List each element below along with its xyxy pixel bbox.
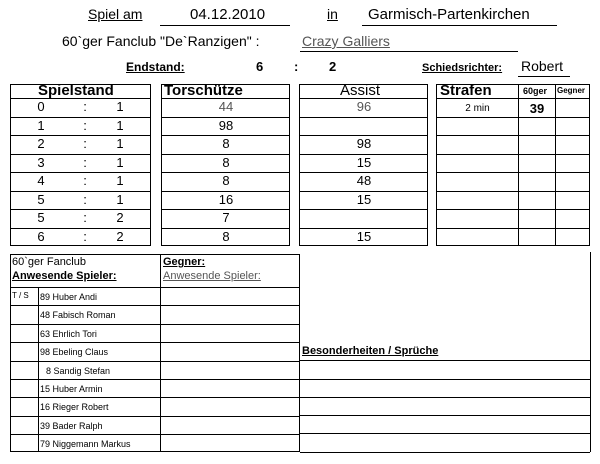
home-players-title: 60`ger Fanclub (12, 256, 86, 268)
goal-scorer-number: 44 (218, 99, 234, 114)
goal-scorer-number: 16 (218, 192, 234, 207)
sechziger-col-divider (555, 84, 556, 246)
goal-home-score: 4 (37, 173, 45, 188)
player-name: 16 Rieger Robert (40, 402, 109, 412)
ts-divider (38, 287, 39, 452)
goal-away-score: 2 (116, 229, 124, 244)
away-players-subtitle: Anwesende Spieler: (163, 270, 261, 282)
match-date: 04.12.2010 (190, 6, 266, 23)
strafen-row-line (436, 209, 590, 210)
spiel-am-label: Spiel am (88, 6, 143, 22)
strafen-row-line (436, 191, 590, 192)
goal-score-colon: : (83, 192, 87, 207)
goal-score-colon: : (83, 173, 87, 188)
goal-away-score: 2 (116, 210, 124, 225)
strafen-row-line (436, 154, 590, 155)
goal-scorer-number: 8 (222, 136, 230, 151)
goal-score-colon: : (83, 99, 87, 114)
strafen-row-line (436, 135, 590, 136)
goal-home-score: 1 (37, 118, 45, 133)
player-name: 15 Huber Armin (40, 384, 103, 394)
referee-label: Schiedsrichter: (422, 62, 503, 74)
goal-score-colon: : (83, 229, 87, 244)
fanclub-label: 60`ger Fanclub "De`Ranzigen" : (62, 33, 260, 49)
score-away: 2 (329, 59, 337, 74)
player-name: 48 Fabisch Roman (40, 310, 116, 320)
remark-line (300, 415, 590, 416)
goal-score-colon: : (83, 136, 87, 151)
remark-line (300, 379, 590, 380)
ts-label: T / S (12, 291, 29, 300)
match-location: Garmisch-Partenkirchen (368, 6, 530, 23)
goal-assist-number: 98 (356, 136, 372, 151)
date-underline (160, 25, 290, 26)
player-name: 63 Ehrlich Tori (40, 329, 97, 339)
remark-line (300, 397, 590, 398)
goal-scorer-number: 98 (218, 118, 234, 133)
home-players-subtitle: Anwesende Spieler: (12, 270, 117, 282)
assist-row-line (299, 209, 428, 210)
remark-line (300, 433, 590, 434)
player-name: 89 Huber Andi (40, 292, 98, 302)
torschuetze-header: Torschütze (164, 82, 243, 99)
location-underline (362, 25, 557, 26)
goal-scorer-number: 7 (222, 210, 230, 225)
remark-line (300, 360, 590, 361)
referee-name: Robert (521, 58, 564, 74)
player-name: 98 Ebeling Claus (40, 347, 109, 357)
strafen-header: Strafen (440, 82, 492, 99)
goal-away-score: 1 (116, 173, 124, 188)
goal-home-score: 5 (37, 192, 45, 207)
goal-away-score: 1 (116, 192, 124, 207)
gegner-header: Gegner (557, 86, 586, 95)
players-divider (160, 254, 161, 452)
goal-score-colon: : (83, 210, 87, 225)
sechziger-header: 60ger (523, 86, 548, 96)
strafen-row-line (436, 98, 590, 99)
remarks-label: Besonderheiten / Sprüche (302, 345, 439, 357)
player-name: 79 Niggemann Markus (40, 439, 131, 449)
goal-scorer-number: 8 (222, 155, 230, 170)
endstand-label: Endstand: (126, 60, 185, 74)
goal-scorer-number: 8 (222, 229, 230, 244)
player-name: 39 Bader Ralph (40, 421, 103, 431)
opponent-name: Crazy Galliers (302, 33, 390, 49)
goal-assist-number: 48 (356, 173, 372, 188)
spielstand-header: Spielstand (38, 82, 114, 99)
player-name: 8 Sandig Stefan (46, 366, 111, 376)
in-label: in (327, 6, 338, 22)
remarks-right-border (590, 252, 591, 452)
goal-assist-number: 15 (356, 192, 372, 207)
goal-assist-number: 15 (356, 155, 372, 170)
goal-assist-number: 96 (356, 99, 372, 114)
score-home: 6 (256, 59, 264, 74)
assist-header: Assist (340, 82, 381, 99)
strafen-row-line (436, 228, 590, 229)
goal-away-score: 1 (116, 136, 124, 151)
away-players-title: Gegner: (163, 256, 206, 268)
goal-score-colon: : (83, 155, 87, 170)
goal-assist-number: 15 (356, 229, 372, 244)
goal-home-score: 3 (37, 155, 45, 170)
remark-line (300, 452, 590, 453)
goal-home-score: 5 (37, 210, 45, 225)
score-separator: : (294, 59, 299, 74)
referee-underline (518, 76, 570, 77)
strafen-row-line (436, 172, 590, 173)
penalty-sechziger-number: 39 (529, 101, 545, 116)
goal-score-colon: : (83, 118, 87, 133)
opponent-underline (300, 51, 518, 52)
goal-home-score: 0 (37, 99, 45, 114)
goal-away-score: 1 (116, 99, 124, 114)
goal-scorer-number: 8 (222, 173, 230, 188)
assist-row-line (299, 117, 428, 118)
goal-home-score: 6 (37, 229, 45, 244)
penalty-time: 2 min (465, 103, 490, 114)
goal-home-score: 2 (37, 136, 45, 151)
goal-away-score: 1 (116, 118, 124, 133)
goal-away-score: 1 (116, 155, 124, 170)
